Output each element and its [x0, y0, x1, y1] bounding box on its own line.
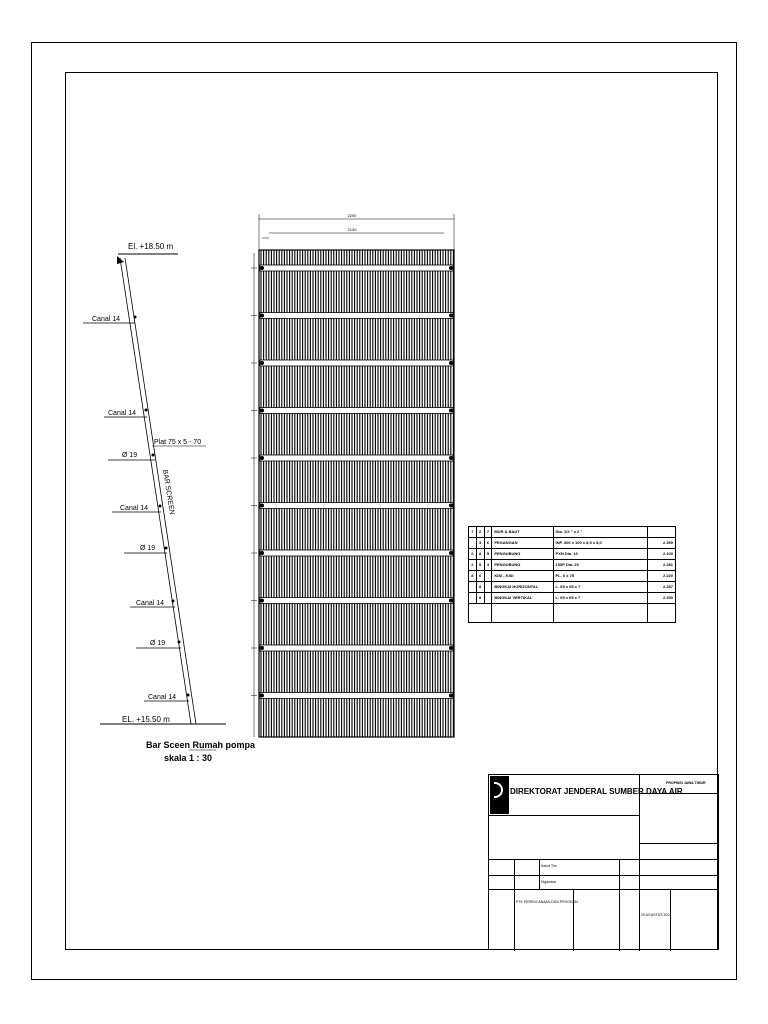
horizontal-beam: [260, 598, 453, 604]
table-row: 7 2 7 MUR & BAUT Dia. 1/2 " x 2 ": [469, 527, 676, 538]
bar-screen-rotated-label: BAR SCREEN: [161, 469, 176, 516]
horizontal-beam: [260, 693, 453, 699]
table-row: 8 6 KISI - KISI PL. 6 x 75 2.220: [469, 571, 676, 582]
dimension-top: 2250: [347, 213, 357, 218]
table-row: 2 8 4 PENGUBUNG 155P Dia. 20 2.281: [469, 560, 676, 571]
horizontal-beam: [260, 645, 453, 651]
bolt: [449, 361, 453, 365]
bolt: [260, 314, 264, 318]
bolt: [449, 409, 453, 413]
dia-label-3: Ø 19: [150, 640, 166, 647]
bolt: [449, 314, 453, 318]
bolt: [449, 646, 453, 650]
ketua-tim-label: Ketua Tim: [541, 864, 557, 868]
bolt: [449, 266, 453, 270]
bolt: [260, 361, 264, 365]
bolt: [260, 646, 264, 650]
drawing-caption: Bar Sceen Rumah pompa: [146, 740, 256, 750]
horizontal-beam: [260, 503, 453, 509]
horizontal-beam: [260, 313, 453, 319]
top-elevation-label: El. +18.50 m: [128, 242, 174, 251]
bolt: [260, 599, 264, 603]
bolt: [449, 694, 453, 698]
digambar-label: Digambar: [541, 880, 557, 884]
bolt: [260, 456, 264, 460]
dia-label-2: Ø 19: [140, 545, 156, 552]
date-label: 20 AGUSTUS 2024: [641, 913, 672, 917]
canal-label-4: Canal 14: [136, 600, 165, 607]
ptk-label: PTK PERENCANAAN DAN PROGRAM: [516, 900, 578, 904]
bolt: [449, 599, 453, 603]
front-view: [240, 205, 470, 755]
title-block: [488, 774, 719, 950]
bottom-elevation-label: EL. +15.50 m: [122, 715, 170, 724]
canal-label-2: Canal 14: [108, 410, 137, 417]
horizontal-beam: [260, 265, 453, 271]
org-name: DIREKTORAT JENDERAL SUMBER DAYA AIR: [510, 787, 683, 796]
bolt: [449, 504, 453, 508]
horizontal-beam: [260, 455, 453, 461]
horizontal-beam: [260, 360, 453, 366]
canal-label-1: Canal 14: [92, 316, 121, 323]
table-row: 2 8 5 PENGUBUNG PXN Dia. 13 2.100: [469, 549, 676, 560]
table-row: 8 BINGKAI HORIZONTAL L. 65 x 65 x 7 2.287: [469, 582, 676, 593]
horizontal-beam: [260, 408, 453, 414]
drawing-scale: skala 1 : 30: [164, 753, 213, 763]
table-row: 8 BINGKAI VERTIKAL L. 65 x 65 x 7 2.250: [469, 593, 676, 604]
bolt: [260, 409, 264, 413]
bolt: [260, 694, 264, 698]
dimension-second: 2130: [347, 227, 357, 232]
material-table: [468, 526, 676, 623]
province-label: PROPINSI JAWA TIMUR: [666, 781, 706, 785]
bolt: [260, 266, 264, 270]
plat-label: Plat 75 x 5 - 70: [154, 439, 202, 446]
canal-label-3: Canal 14: [120, 505, 149, 512]
bolt: [260, 551, 264, 555]
canal-label-5: Canal 14: [148, 694, 177, 701]
table-row-empty: [469, 604, 676, 623]
bolt: [449, 551, 453, 555]
table-row: 3 6 PEGANGAN INP. 300 x 100 x 8,5 x 8,0 2.390: [469, 538, 676, 549]
dia-label-1: Ø 19: [122, 452, 138, 459]
ministry-logo: [490, 776, 509, 814]
bolt: [260, 504, 264, 508]
bolt: [449, 456, 453, 460]
horizontal-beam: [260, 550, 453, 556]
